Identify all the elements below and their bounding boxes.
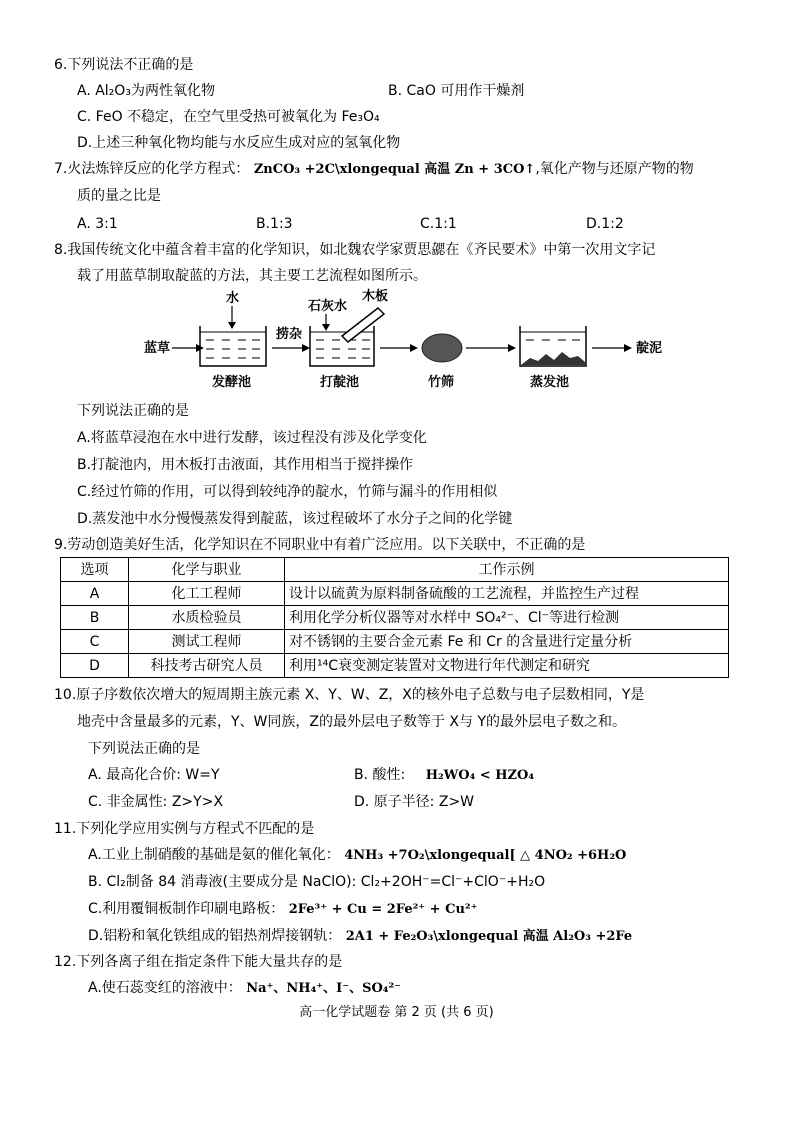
bamboo-sieve-icon (422, 334, 462, 362)
table-row (61, 654, 729, 678)
table-cell: 对不锈钢的主要合金元素 Fe 和 Cr 的含量进行定量分析 (285, 630, 729, 654)
q6-option-c: C. FeO 不稳定，在空气里受热可被氧化为 Fe₃O₄ (77, 109, 380, 125)
q7-option-b: B.1:3 (256, 216, 293, 232)
table-cell: 科技考古研究人员 (129, 654, 285, 678)
arrow-head-2 (302, 344, 310, 352)
q7-option-a: A. 3:1 (77, 216, 118, 232)
q8-option-d: D.蒸发池中水分慢慢蒸发得到靛蓝，该过程破坏了水分子之间的化学键 (77, 511, 513, 527)
table-row (61, 630, 729, 654)
q11-option-b: B. Cl₂制备 84 消毒液(主要成分是 NaClO): Cl₂+2OH⁻=Cl⁻+ClO⁻+H₂O (88, 874, 546, 890)
q6-option-b: B. CaO 可用作干燥剂 (388, 83, 525, 99)
table-cell: C (61, 630, 129, 654)
q9-table (60, 557, 729, 678)
q11-option-c-formula: 2Fe³⁺ + Cu = 2Fe²⁺ + Cu²⁺ (288, 902, 478, 917)
table-header-cell: 选项 (61, 558, 129, 582)
q8-option-b: B.打靛池内，用木板打击液面，其作用相当于搅拌操作 (77, 457, 414, 473)
q6-option-d: D.上述三种氧化物均能与水反应生成对应的氢氧化物 (77, 135, 401, 151)
q11-option-a (88, 846, 626, 865)
q6-option-a: A. Al₂O₃为两性氧化物 (77, 83, 215, 99)
diagram-board-label: 木板 (362, 289, 389, 304)
table-cell: 利用化学分析仪器等对水样中 SO₄²⁻、Cl⁻等进行检测 (285, 606, 729, 630)
q10-option-b-label: B. 酸性: (354, 767, 406, 783)
table-header-row (61, 558, 729, 582)
table-row (61, 606, 729, 630)
arrow-head-3 (410, 344, 418, 352)
q11-stem: 11.下列化学应用实例与方程式不匹配的是 (54, 821, 315, 837)
diagram-water-label: 水 (226, 291, 240, 306)
q12-option-a (88, 979, 401, 998)
diagram-input-label: 蓝草 (144, 341, 171, 356)
tank1-liquid (206, 340, 260, 358)
q7-stem-pre: 7.火法炼锌反应的化学方程式： (54, 161, 250, 177)
q8-stem-line1: 8.我国传统文化中蕴含着丰富的化学知识，如北魏农学家贾思勰在《齐民要术》中第一次用文字记 (54, 242, 656, 258)
arrow-head-5 (624, 344, 632, 352)
q8-option-c: C.经过竹筛的作用，可以得到较纯净的靛水，竹筛与漏斗的作用相似 (77, 484, 498, 500)
table-cell: 测试工程师 (129, 630, 285, 654)
lime-arrow-head (322, 324, 330, 331)
tank2-liquid (316, 340, 370, 358)
q10-option-b-formula: H₂WO₄ < HZO₄ (425, 768, 535, 783)
q10-option-d: D. 原子半径: Z>W (354, 794, 475, 810)
q11-option-d-text: D.铝粉和氧化铁组成的铝热剂焊接钢轨： (88, 928, 342, 944)
diagram-step-label: 捞杂 (276, 327, 303, 342)
page-footer: 高一化学试题卷 第 2 页 (共 6 页) (299, 1005, 494, 1020)
q11-option-a-text: A.工业上制硝酸的基础是氨的催化氧化： (88, 847, 340, 863)
q8-stem: 下列说法正确的是 (77, 403, 189, 419)
q11-option-a-formula: 4NH₃ +7O₂\xlongequal[ △ 4NO₂ +6H₂O (344, 848, 627, 863)
q11-option-c (88, 900, 477, 919)
table-header-cell: 工作示例 (285, 558, 729, 582)
q11-option-d (88, 927, 632, 946)
table-header-cell: 化学与职业 (129, 558, 285, 582)
diagram-tank3-label: 蒸发池 (530, 375, 570, 390)
q11-option-d-formula: 2A1 + Fe₂O₃\xlongequal 高温 Al₂O₃ +2Fe (345, 929, 633, 944)
arrow-head-4 (508, 344, 516, 352)
table-cell: 利用¹⁴C衰变测定装置对文物进行年代测定和研究 (285, 654, 729, 678)
q10-stem: 下列说法正确的是 (88, 741, 200, 757)
q7-option-d: D.1:2 (586, 216, 624, 232)
q7-option-c: C.1:1 (420, 216, 457, 232)
q6-stem: 6.下列说法不正确的是 (54, 57, 194, 73)
q10-stem-line2: 地壳中含量最多的元素，Y、W同族，Z的最外层电子数等于 X与 Y的最外层电子数之和。 (77, 714, 627, 730)
table-cell: A (61, 582, 129, 606)
q7-stem-line1 (54, 160, 694, 179)
q12-option-a-formula: Na⁺、NH₄⁺、I⁻、SO₄²⁻ (246, 981, 402, 996)
table-cell: D (61, 654, 129, 678)
table-cell: B (61, 606, 129, 630)
q10-option-b (354, 766, 534, 785)
indigo-process-diagram (130, 288, 690, 396)
q12-option-a-text: A.使石蕊变红的溶液中： (88, 980, 242, 996)
table-cell: 设计以硫黄为原料制备硫酸的工艺流程，并监控生产过程 (285, 582, 729, 606)
q11-option-c-text: C.利用覆铜板制作印刷电路板： (88, 901, 285, 917)
diagram-output-label: 靛泥 (636, 341, 663, 356)
diagram-tank1-label: 发酵池 (212, 375, 252, 390)
table-row (61, 582, 729, 606)
table-cell: 水质检验员 (129, 606, 285, 630)
water-arrow-head (228, 322, 236, 329)
q10-stem-line1: 10.原子序数依次增大的短周期主族元素 X、Y、W、Z，X的核外电子总数与电子层数相同，Y是 (54, 687, 645, 703)
q8-stem-line2: 载了用蓝草制取靛蓝的方法，其主要工艺流程如图所示。 (77, 268, 427, 284)
tank3-sediment (521, 352, 585, 365)
q8-option-a: A.将蓝草浸泡在水中进行发酵，该过程没有涉及化学变化 (77, 430, 427, 446)
q7-formula: ZnCO₃ +2C\xlongequal 高温 Zn + 3CO↑ (253, 162, 536, 177)
diagram-sieve-label: 竹筛 (428, 375, 455, 390)
q12-stem: 12.下列各离子组在指定条件下能大量共存的是 (54, 954, 343, 970)
q9-stem: 9.劳动创造美好生活，化学知识在不同职业中有着广泛应用。以下关联中，不正确的是 (54, 537, 586, 553)
q7-stem-post: ,氧化产物与还原产物的物 (535, 161, 694, 177)
q10-option-a: A. 最高化合价: W=Y (88, 767, 220, 783)
diagram-lime-label: 石灰水 (308, 299, 348, 314)
q10-option-c: C. 非金属性: Z>Y>X (88, 794, 224, 810)
wooden-board-icon (342, 308, 384, 342)
q7-stem-line2: 质的量之比是 (77, 188, 161, 204)
diagram-tank2-label: 打靛池 (320, 375, 360, 390)
table-cell: 化工工程师 (129, 582, 285, 606)
